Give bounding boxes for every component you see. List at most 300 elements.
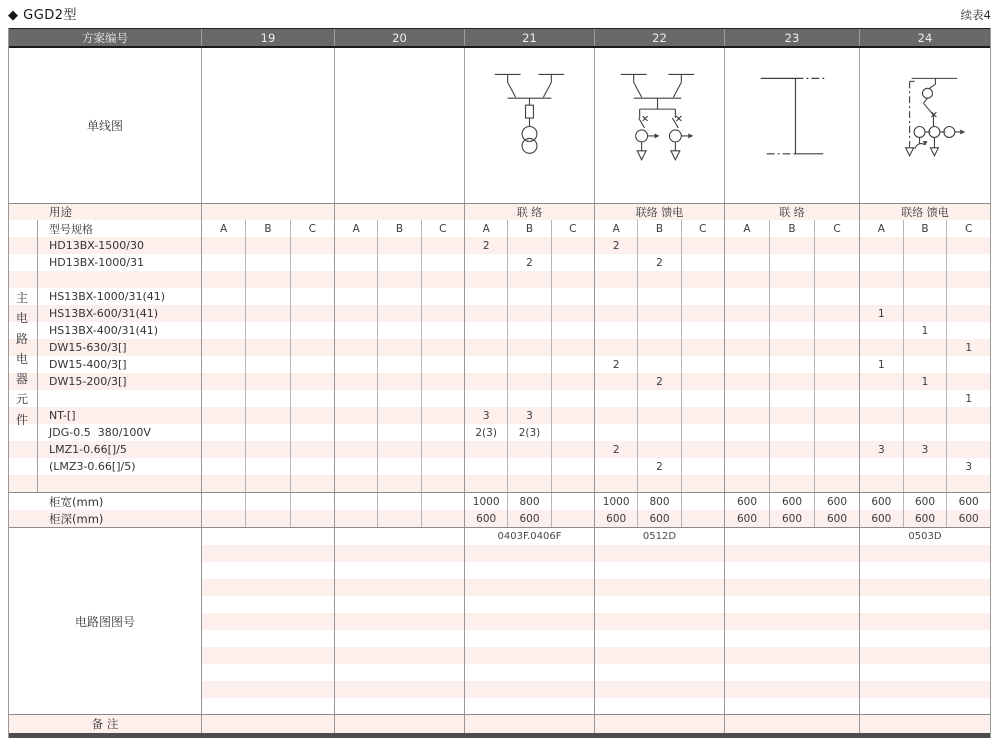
- table-cell: [551, 441, 594, 458]
- remark-cell: [334, 715, 464, 733]
- table-cell: B: [637, 220, 680, 237]
- usage-value-19: [201, 204, 334, 220]
- table-cell: [903, 254, 947, 271]
- model-label-cell: [9, 220, 201, 237]
- remark-row: [9, 715, 990, 733]
- table-cell: [335, 510, 377, 527]
- scheme-24-cells: [859, 510, 990, 527]
- table-cell: [725, 305, 769, 322]
- drawing-number-cell: [859, 613, 990, 630]
- table-cell: [551, 322, 594, 339]
- drawing-number-cell: [201, 545, 334, 562]
- table-cell: [814, 441, 859, 458]
- table-cell: [595, 339, 637, 356]
- component-row: [9, 305, 990, 322]
- scheme-19-cells: [201, 271, 334, 288]
- drawing-number-cell: [724, 698, 859, 714]
- scheme-24-cells: [859, 493, 990, 510]
- drawing-number-cell: [594, 664, 724, 681]
- table-cell: [290, 407, 334, 424]
- drawing-number-row: [201, 545, 990, 562]
- table-cell: [465, 441, 507, 458]
- scheme-24-cells: [859, 305, 990, 322]
- table-cell: [725, 441, 769, 458]
- table-cell: [377, 254, 420, 271]
- table-cell: [903, 356, 947, 373]
- table-cell: 600: [507, 510, 550, 527]
- side-label-char: 电: [15, 351, 28, 366]
- table-cell: [725, 322, 769, 339]
- scheme-19-cells: [201, 510, 334, 527]
- table-cell: [814, 475, 859, 492]
- scheme-23-cells: [724, 475, 859, 492]
- table-cell: 1: [877, 358, 885, 371]
- table-cell: [202, 322, 245, 339]
- scheme-22-cells: [594, 475, 724, 492]
- table-cell: [595, 458, 637, 475]
- table-cell: [860, 475, 903, 492]
- scheme-20-cells: [334, 493, 464, 510]
- table-cell: [681, 390, 724, 407]
- table-cell: [377, 475, 420, 492]
- table-cell: [465, 373, 507, 390]
- table-cell: [903, 458, 947, 475]
- drawing-number-cell: [201, 664, 334, 681]
- model-label-cell: [9, 305, 201, 322]
- model-label-cell: [9, 322, 201, 339]
- table-cell: [465, 254, 507, 271]
- scheme-24-cells: [859, 441, 990, 458]
- usage-value-22: 联络 馈电: [594, 204, 724, 220]
- scheme-20-cells: [334, 271, 464, 288]
- scheme-21-cells: [464, 475, 594, 492]
- table-cell: [551, 475, 594, 492]
- scheme-20-cells: [334, 322, 464, 339]
- drawing-number-cell: [201, 596, 334, 613]
- remark-cell: [201, 715, 334, 733]
- scheme-header-19: 19: [201, 29, 334, 46]
- scheme-21-cells: [464, 339, 594, 356]
- table-cell: [290, 373, 334, 390]
- drawing-number-cell: [201, 613, 334, 630]
- table-cell: [637, 237, 680, 254]
- table-cell: [377, 305, 420, 322]
- scheme-21-cells: [464, 237, 594, 254]
- model-name: HD13BX-1000/31: [37, 254, 201, 271]
- continued-table-label: 续表4: [960, 8, 991, 22]
- single-line-diagram-20: [334, 48, 464, 203]
- table-cell: 1: [903, 373, 947, 390]
- table-cell: [290, 390, 334, 407]
- table-cell: [507, 441, 550, 458]
- side-strip: [9, 475, 37, 492]
- table-cell: [860, 271, 903, 288]
- table-cell: 600: [736, 495, 758, 508]
- remark-label: 备 注: [91, 717, 119, 731]
- table-cell: [202, 271, 245, 288]
- table-cell: [421, 271, 464, 288]
- scheme-19-cells: [201, 288, 334, 305]
- table-cell: [681, 356, 724, 373]
- usage-label: 用途: [49, 205, 72, 219]
- drawing-number-cell: [201, 528, 334, 545]
- table-cell: A: [612, 222, 620, 235]
- table-cell: [681, 424, 724, 441]
- drawing-number-cell: [334, 562, 464, 579]
- table-cell: [421, 458, 464, 475]
- single-line-diagram-label: 单线图: [86, 119, 123, 133]
- table-cell: [725, 475, 769, 492]
- circuit-drawing-number-label: 电路图图号: [9, 528, 201, 714]
- main-circuit-components-label: [8, 288, 36, 430]
- table-cell: C: [946, 220, 990, 237]
- scheme-19-cells: [201, 220, 334, 237]
- drawing-number-cell: [724, 613, 859, 630]
- scheme-19-cells: [201, 407, 334, 424]
- table-cell: [681, 510, 724, 527]
- drawing-number-cell: [594, 562, 724, 579]
- component-row: [9, 441, 990, 458]
- scheme-22-cells: [594, 441, 724, 458]
- scheme-22-cells: [594, 458, 724, 475]
- component-row: [9, 271, 990, 288]
- table-cell: [769, 373, 814, 390]
- table-cell: [725, 373, 769, 390]
- drawing-number-row: [201, 596, 990, 613]
- side-label-char: 主: [15, 291, 28, 305]
- diagram-21-switch-fuse-pt-icon: [465, 48, 594, 203]
- table-cell: [507, 271, 550, 288]
- scheme-24-cells: [859, 322, 990, 339]
- table-cell: 1: [946, 390, 990, 407]
- table-cell: [421, 493, 464, 510]
- table-cell: [551, 288, 594, 305]
- table-cell: [245, 493, 289, 510]
- side-strip: [9, 237, 37, 254]
- scheme-24-cells: [859, 254, 990, 271]
- table-cell: [202, 356, 245, 373]
- scheme-22-cells: [594, 356, 724, 373]
- circuit-drawing-number-rows: [201, 528, 990, 714]
- table-cell: B: [903, 220, 947, 237]
- table-cell: [814, 390, 859, 407]
- drawing-number-cell: [724, 681, 859, 698]
- table-cell: 3: [903, 441, 947, 458]
- table-cell: [903, 288, 947, 305]
- table-cell: [335, 441, 377, 458]
- size-row: [9, 510, 990, 527]
- table-cell: [245, 271, 289, 288]
- table-cell: [860, 424, 903, 441]
- scheme-20-cells: [334, 510, 464, 527]
- scheme-23-cells: [724, 407, 859, 424]
- table-cell: [595, 254, 637, 271]
- table-cell: [860, 288, 903, 305]
- table-cell: B: [769, 220, 814, 237]
- table-cell: [335, 322, 377, 339]
- table-cell: [245, 424, 289, 441]
- scheme-22-cells: [594, 305, 724, 322]
- scheme-23-cells: [724, 424, 859, 441]
- remark-cell: [594, 715, 724, 733]
- size-label: 柜宽(mm): [49, 494, 104, 509]
- table-cell: [335, 407, 377, 424]
- table-cell: [860, 322, 903, 339]
- side-label-char: 元: [15, 392, 28, 407]
- table-cell: A: [877, 222, 885, 235]
- table-cell: [814, 458, 859, 475]
- scheme-21-cells: [464, 373, 594, 390]
- scheme-19-cells: [201, 441, 334, 458]
- drawing-number-cell: [334, 698, 464, 714]
- table-cell: [290, 441, 334, 458]
- table-cell: [903, 305, 947, 322]
- component-row: [9, 254, 990, 271]
- table-cell: [814, 407, 859, 424]
- drawing-number-cell: 0503D: [859, 528, 990, 545]
- table-cell: 2: [612, 443, 620, 456]
- table-cell: [377, 271, 420, 288]
- table-cell: [769, 237, 814, 254]
- table-cell: [290, 254, 334, 271]
- page-title: ◆ GGD2型: [8, 8, 78, 23]
- drawing-number-row: [201, 562, 990, 579]
- table-cell: [245, 441, 289, 458]
- table-cell: [377, 493, 420, 510]
- table-cell: [335, 305, 377, 322]
- table-cell: [946, 424, 990, 441]
- table-cell: 2(3): [507, 424, 550, 441]
- scheme-23-cells: [724, 356, 859, 373]
- table-cell: [595, 271, 637, 288]
- drawing-number-cell: [464, 647, 594, 664]
- scheme-23-cells: [724, 493, 859, 510]
- table-cell: [245, 254, 289, 271]
- table-cell: [335, 356, 377, 373]
- model-label-cell: [9, 458, 201, 475]
- scheme-21-cells: [464, 356, 594, 373]
- table-cell: [769, 407, 814, 424]
- table-cell: [245, 237, 289, 254]
- scheme-20-cells: [334, 339, 464, 356]
- table-cell: [814, 271, 859, 288]
- table-cell: [595, 390, 637, 407]
- component-row: [9, 339, 990, 356]
- table-cell: [290, 288, 334, 305]
- table-cell: [421, 305, 464, 322]
- table-cell: [421, 288, 464, 305]
- drawing-number-cell: [859, 647, 990, 664]
- scheme-21-cells: [464, 510, 594, 527]
- scheme-21-cells: [464, 288, 594, 305]
- table-cell: [595, 424, 637, 441]
- table-cell: 600: [736, 512, 758, 525]
- table-cell: [507, 305, 550, 322]
- table-cell: [769, 424, 814, 441]
- table-cell: 3: [946, 458, 990, 475]
- table-cell: [595, 322, 637, 339]
- scheme-24-cells: [859, 339, 990, 356]
- scheme-21-cells: [464, 441, 594, 458]
- drawing-number-cell: [464, 579, 594, 596]
- scheme-24-cells: [859, 373, 990, 390]
- scheme-23-cells: [724, 237, 859, 254]
- scheme-19-cells: [201, 458, 334, 475]
- scheme-24-cells: [859, 458, 990, 475]
- table-cell: [377, 322, 420, 339]
- drawing-number-cell: [724, 579, 859, 596]
- table-cell: [860, 458, 903, 475]
- scheme-header-21: 21: [464, 29, 594, 46]
- scheme-header-22: 22: [594, 29, 724, 46]
- table-cell: [637, 322, 680, 339]
- single-line-diagram-row: [9, 48, 990, 203]
- model-name: NT-[]: [37, 407, 201, 424]
- table-cell: [769, 339, 814, 356]
- drawing-number-cell: [334, 630, 464, 647]
- drawing-number-cell: [201, 579, 334, 596]
- scheme-20-cells: [334, 458, 464, 475]
- table-cell: [946, 407, 990, 424]
- usage-value-21: 联 络: [464, 204, 594, 220]
- page-header: [8, 4, 991, 23]
- table-cell: [421, 356, 464, 373]
- table-cell: [551, 237, 594, 254]
- scheme-19-cells: [201, 390, 334, 407]
- table-cell: [202, 510, 245, 527]
- table-cell: [814, 322, 859, 339]
- table-cell: [860, 407, 903, 424]
- table-cell: [465, 271, 507, 288]
- table-bottom-border: [9, 733, 990, 738]
- drawing-number-row: [201, 664, 990, 681]
- scheme-21-cells: [464, 390, 594, 407]
- scheme-24-cells: [859, 424, 990, 441]
- table-cell: [681, 271, 724, 288]
- drawing-number-cell: [594, 698, 724, 714]
- table-cell: [202, 407, 245, 424]
- scheme-22-cells: [594, 339, 724, 356]
- drawing-number-cell: [859, 681, 990, 698]
- table-cell: [637, 288, 680, 305]
- scheme-24-cells: [859, 390, 990, 407]
- model-name: [37, 271, 201, 288]
- table-cell: [725, 390, 769, 407]
- remark-cell: [859, 715, 990, 733]
- table-cell: [245, 390, 289, 407]
- table-cell: [202, 305, 245, 322]
- table-cell: [245, 339, 289, 356]
- table-cell: [769, 254, 814, 271]
- scheme-21-cells: [464, 322, 594, 339]
- table-cell: [507, 475, 550, 492]
- drawing-number-cell: [464, 545, 594, 562]
- table-cell: [946, 305, 990, 322]
- component-row: [9, 475, 990, 492]
- table-cell: [245, 407, 289, 424]
- table-cell: [245, 322, 289, 339]
- drawing-number-cell: [464, 613, 594, 630]
- scheme-header-24: 24: [859, 29, 990, 46]
- table-cell: C: [814, 220, 859, 237]
- table-cell: [421, 441, 464, 458]
- scheme-22-cells: [594, 254, 724, 271]
- table-cell: [290, 322, 334, 339]
- single-line-diagram-19: [201, 48, 334, 203]
- drawing-number-cell: [859, 698, 990, 714]
- table-cell: [465, 390, 507, 407]
- scheme-21-cells: [464, 458, 594, 475]
- table-cell: [202, 254, 245, 271]
- table-cell: [814, 237, 859, 254]
- table-cell: [903, 424, 947, 441]
- table-cell: [245, 510, 289, 527]
- scheme-20-cells: [334, 390, 464, 407]
- table-cell: 600: [946, 510, 990, 527]
- drawing-number-row: [201, 579, 990, 596]
- table-cell: [814, 339, 859, 356]
- scheme-20-cells: [334, 356, 464, 373]
- table-cell: [725, 458, 769, 475]
- table-cell: 3: [482, 409, 490, 422]
- drawing-number-cell: [334, 613, 464, 630]
- table-cell: 600: [903, 493, 947, 510]
- model-name: DW15-630/3[]: [37, 339, 201, 356]
- scheme-23-cells: [724, 288, 859, 305]
- table-cell: 2: [507, 254, 550, 271]
- scheme-19-cells: [201, 356, 334, 373]
- table-cell: [335, 390, 377, 407]
- table-cell: 2: [482, 239, 490, 252]
- table-cell: [377, 407, 420, 424]
- table-cell: [202, 493, 245, 510]
- usage-value-24: 联络 馈电: [859, 204, 990, 220]
- scheme-22-cells: [594, 220, 724, 237]
- table-cell: [421, 424, 464, 441]
- table-cell: [465, 475, 507, 492]
- table-cell: [290, 237, 334, 254]
- model-label-cell: [9, 407, 201, 424]
- table-cell: [769, 271, 814, 288]
- drawing-number-cell: [724, 630, 859, 647]
- scheme-21-cells: [464, 305, 594, 322]
- drawing-number-cell: [201, 630, 334, 647]
- scheme-23-cells: [724, 305, 859, 322]
- table-cell: [290, 271, 334, 288]
- table-cell: [507, 356, 550, 373]
- drawing-number-cell: [464, 664, 594, 681]
- table-cell: [377, 356, 420, 373]
- drawing-number-cell: [201, 698, 334, 714]
- usage-value-23: 联 络: [724, 204, 859, 220]
- table-cell: [551, 390, 594, 407]
- model-label-cell: [9, 390, 201, 407]
- table-cell: [335, 288, 377, 305]
- table-cell: [769, 288, 814, 305]
- table-cell: 600: [814, 493, 859, 510]
- table-cell: [290, 424, 334, 441]
- model-name: 型号规格: [37, 220, 201, 237]
- table-cell: [681, 237, 724, 254]
- drawing-number-cell: [334, 579, 464, 596]
- table-cell: [290, 493, 334, 510]
- table-cell: C: [421, 220, 464, 237]
- table-cell: [421, 390, 464, 407]
- table-cell: B: [377, 220, 420, 237]
- table-cell: 600: [606, 512, 627, 525]
- model-name: DW15-200/3[]: [37, 373, 201, 390]
- scheme-20-cells: [334, 237, 464, 254]
